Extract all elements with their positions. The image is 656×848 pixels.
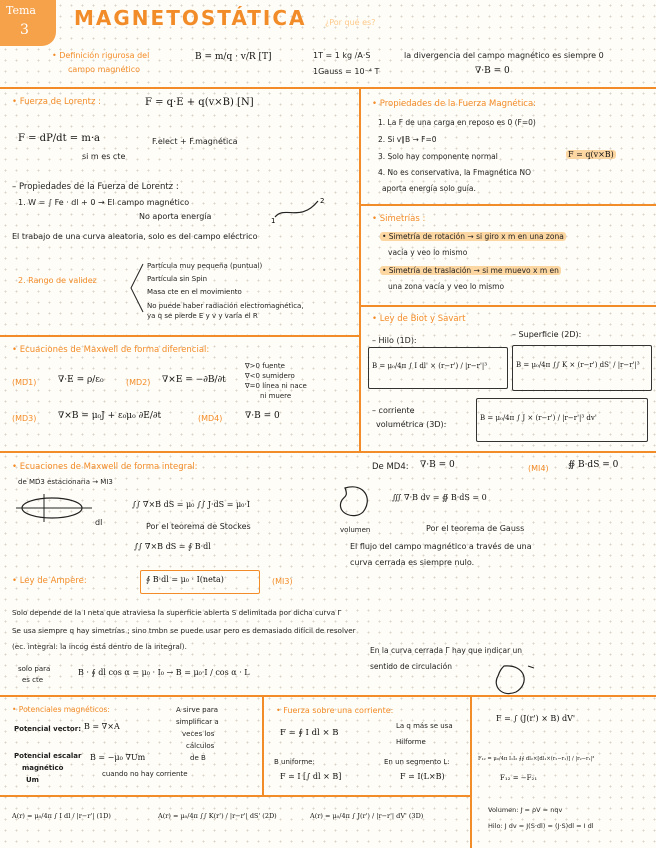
segment-formula: F = I(L×B) (400, 772, 445, 781)
validity-range-label: 2. Rango de validez (18, 276, 97, 285)
segment-label: En un segmento L: (384, 758, 450, 766)
ampere-constant-formula: B · ∮ dl cos α = μ₀ · I₀ → B = μ₀·I / cos α · L (78, 668, 250, 677)
md3-tag: (MD3) (12, 414, 37, 423)
divider (470, 695, 472, 848)
constant-label: solo para (18, 665, 51, 673)
maxwell-diff-heading: • Ecuaciones de Maxwell de forma diferencial: (12, 345, 210, 355)
magnetic-force-prop: 1. La F de una carga en reposo es 0 (F=0) (378, 118, 536, 127)
mutual-force-formula: F₁₂ = μ₀/4π I₁I₂ ∮∮ dl₂×[dl₁×(r₂−r₁)] / |r₂−r₁|³ (478, 756, 595, 762)
magnetic-force-prop: 4. No es conservativa, la Fmagnética NO (378, 168, 532, 177)
definition-formula: B = m/q · v/R [T] (195, 52, 272, 62)
md1-tag: (MD1) (12, 378, 37, 387)
vector-potential-3d: A(r) = μ₀/4π ∫ J(r') / |r−r'| dV' (3D) (310, 812, 424, 820)
definition-label: • Definición rigurosa del (52, 51, 150, 60)
page-title: MAGNETOSTÁTICA (74, 6, 307, 30)
ampere-heading: • Ley de Ampère: (12, 576, 87, 586)
stokes-formula-2: ∫∫ ∇×B dS = ∮ B·dl (134, 542, 211, 551)
volume-formula: B = μ₀/4π ∫ J × (r−r') / |r−r'|³ dv' (480, 414, 597, 422)
divider (0, 795, 472, 797)
gauss-formula: ∭ ∇·B dv = ∯ B·dS = 0 (392, 493, 487, 502)
scalar-potential-label-2: magnético (22, 764, 64, 772)
vector-potential-label: Potencial vector: (14, 725, 81, 733)
vector-potential-note: veces los (182, 730, 215, 738)
stokes-note: Por el teorema de Stockes (146, 522, 251, 531)
flux-text: El flujo del campo magnético a través de una (350, 542, 532, 551)
magnetic-force-props-heading: • Propiedades de la Fuerza Magnética: (372, 99, 537, 109)
validity-item: Partícula sin Spin (147, 275, 208, 283)
vector-potential-note: de B (190, 754, 206, 762)
validity-item: Masa cte en el movimiento (147, 288, 242, 296)
md4-tag: (MD4) (198, 414, 223, 423)
lorentz-formula: F = q·E + q(v×B) [N] (145, 97, 254, 108)
scalar-potential-label: Potencial escalar (14, 752, 82, 760)
wire-current-relation: Hilo: J dv = J(S·dl) = (J·S)dl = I dl (488, 822, 594, 830)
dl-label: dl (95, 518, 103, 527)
vector-potential-2d: A(r) = μ₀/4π ∫∫ K(r') / |r−r'| dS' (2D) (158, 812, 277, 820)
potentials-heading: • Potenciales magnéticos: (12, 705, 110, 714)
current-force-heading: • Fuerza sobre una corriente: (276, 706, 394, 715)
maxwell-int-heading: • Ecuaciones de Maxwell de forma integral: (12, 462, 198, 472)
volume-current-label-2: volumétrica (3D): (376, 420, 447, 429)
gauss-note: Por el teorema de Gauss (426, 524, 525, 533)
surface-formula: B = μ₀/4π ∫∫ K × (r−r') dS' / |r−r'|³ (516, 361, 640, 369)
surface-label: – Superficie (2D): (512, 330, 582, 339)
symmetries-heading: • Simetrías : (372, 214, 426, 224)
vector-potential-note: A sirve para (176, 706, 219, 714)
ampere-formula: ∮ B·dl = μ₀ · I(neta) (146, 575, 224, 584)
divider (0, 451, 656, 453)
magnetic-force-prop: 3. Solo hay componente normal (378, 152, 498, 161)
mass-constant-note: si m es cte (82, 152, 126, 161)
divider (0, 695, 656, 697)
divergence-formula: ∇·B = 0 (475, 66, 510, 76)
topic-tab-number: 3 (20, 22, 29, 38)
divergence-note: ∇<0 sumidero (245, 372, 295, 380)
vector-potential-note: simplificar a (176, 718, 219, 726)
rotation-symmetry-text: • Simetría de rotación → si giro x m en una zona (382, 232, 564, 241)
divider (0, 87, 656, 89)
current-force-note-2: Hilforme (396, 738, 426, 746)
md1-formula: ∇·E = ρ/ε₀ (58, 375, 104, 385)
md4-formula-int: ∇·B = 0 (420, 460, 455, 470)
ampere-circulation-2: sentido de circulación (370, 662, 453, 671)
translation-symmetry-text: • Simetría de traslación → si me muevo x m en (382, 266, 559, 275)
wire-formula: B = μ₀/4π ∫ I dl' × (r−r') / |r−r'|³ (372, 362, 488, 370)
scalar-potential-note: cuando no hay corriente (102, 770, 188, 778)
ampere-text: Se usa siempre q hay simetrías ; sino tmbn se puede usar pero es demasiado difícil de resolver (12, 626, 356, 635)
md4-formula: ∇·B = 0 (245, 411, 280, 421)
stokes-formula-1: ∫∫ ∇×B dS = μ₀ ∫∫ J·dS = μ₀·I (132, 500, 251, 509)
scalar-potential-formula: B = −μ₀ ∇Um (90, 753, 146, 762)
validity-item: Partícula muy pequeña (puntual) (147, 262, 263, 270)
lorentz-prop-1: 1. W = ∫ Fe · dl + 0 → El campo magnético (18, 198, 190, 207)
wire-label: – Hilo (1D): (372, 336, 417, 345)
tesla-units: 1T = 1 kg /A·S (313, 51, 371, 60)
newton-formula: F = dP/dt = m·a (18, 133, 100, 144)
vector-potential-1d: A(r) = μ₀/4π ∫ I dl / |r−r'| (1D) (12, 812, 111, 820)
volume-label: volumen (340, 526, 371, 534)
brace-icon (125, 262, 145, 322)
magnetic-force-prop: 2. Si v∥B → F=0 (378, 135, 437, 144)
flux-text-2: curva cerrada es siempre nulo. (350, 558, 475, 567)
ampere-text: Solo depende de la I neta que atraviesa la superficie abierta S delimitada por dicha curva Γ (12, 608, 342, 617)
closed-volume-icon (335, 482, 375, 522)
definition-label-2: campo magnético (68, 65, 141, 74)
scalar-potential-label-3: Um (26, 776, 39, 784)
ampere-text: (ec. integral: la incog está dentro de la integral). (12, 642, 187, 651)
magnetic-force-prop: aporta energía solo guía. (382, 184, 476, 193)
topic-tab-label: Tema (6, 4, 36, 17)
page-subtitle: ¿Por qué es? (325, 18, 376, 27)
mi4-formula: ∯ B·dS = 0 (568, 460, 619, 470)
divider (0, 335, 361, 337)
mi3-tag: (MI3) (272, 577, 293, 586)
gauss-units: 1Gauss = 10⁻⁴ T (313, 67, 380, 76)
mi4-tag: (MI4) (528, 464, 549, 473)
divergence-note: ni muere (260, 392, 292, 400)
volume-force-formula: F = ∫ (J(r') × B) dV' (496, 714, 576, 723)
current-force-note: La q más se usa (396, 722, 453, 730)
uniform-b-label: B uniforme: (274, 758, 315, 766)
from-md4: De MD4: (372, 462, 409, 472)
lorentz-prop-1b: No aporta energía (139, 212, 212, 221)
md2-tag: (MD2) (126, 378, 151, 387)
current-force-formula: F = ∮ I dl × B (280, 728, 339, 738)
lorentz-heading: • Fuerza de Lorentz : (12, 97, 102, 107)
lorentz-components: F.elect + F.magnética (152, 137, 238, 146)
vector-potential-note: cálculos (186, 742, 215, 750)
divider (361, 305, 656, 307)
validity-item: No puede haber radiación electromagnética, (147, 302, 304, 310)
curve-sketch-icon (270, 195, 330, 225)
validity-item: ya q se pierde E y v y varía el R (147, 312, 258, 320)
translation-symmetry-2: una zona vacía y veo lo mismo (388, 282, 505, 291)
volume-current-relation: Volumen: J = ρV = nqv (488, 806, 563, 814)
md2-formula: ∇×E = −∂B/∂t (162, 375, 226, 385)
volume-current-label: – corriente (372, 406, 415, 415)
lorentz-props-heading: – Propiedades de la Fuerza de Lorentz : (12, 182, 179, 192)
newton-third-law: F₁₂ = −F₂₁ (500, 774, 538, 782)
svg-text:2: 2 (320, 197, 325, 205)
divider (359, 87, 361, 452)
biot-savart-heading: • Ley de Biot y Savart (372, 314, 466, 324)
normal-force-formula: F = q(v×B) (568, 150, 614, 159)
svg-text:1: 1 (271, 217, 276, 225)
rotation-symmetry-2: vacía y veo lo mismo (388, 248, 468, 257)
rotation-symmetry (380, 232, 566, 241)
md3-stationary: de MD3 estacionaria → MI3 (18, 478, 113, 486)
vector-potential-formula: B = ∇×A (84, 722, 120, 731)
ampere-circulation: En la curva cerrada Γ hay que indicar un (370, 646, 523, 655)
md3-formula: ∇×B = μ₀J + ε₀μ₀ ∂E/∂t (58, 411, 162, 421)
divider (262, 695, 264, 795)
topic-tab (0, 0, 56, 46)
divider (361, 204, 656, 206)
translation-symmetry (380, 266, 561, 275)
uniform-b-formula: F = I [∫ dl × B] (280, 772, 342, 781)
circulation-curve-icon (490, 662, 540, 698)
lorentz-prop-1c: El trabajo de una curva aleatoria, solo es del campo eléctrico (12, 232, 258, 241)
divergence-text: la divergencia del campo magnético es siempre 0 (404, 51, 604, 60)
constant-label-2: es cte (22, 676, 44, 684)
stokes-surface-icon (14, 490, 94, 530)
divergence-note: ∇>0 fuente (245, 362, 285, 370)
divergence-note: ∇=0 línea ni nace (245, 382, 307, 390)
